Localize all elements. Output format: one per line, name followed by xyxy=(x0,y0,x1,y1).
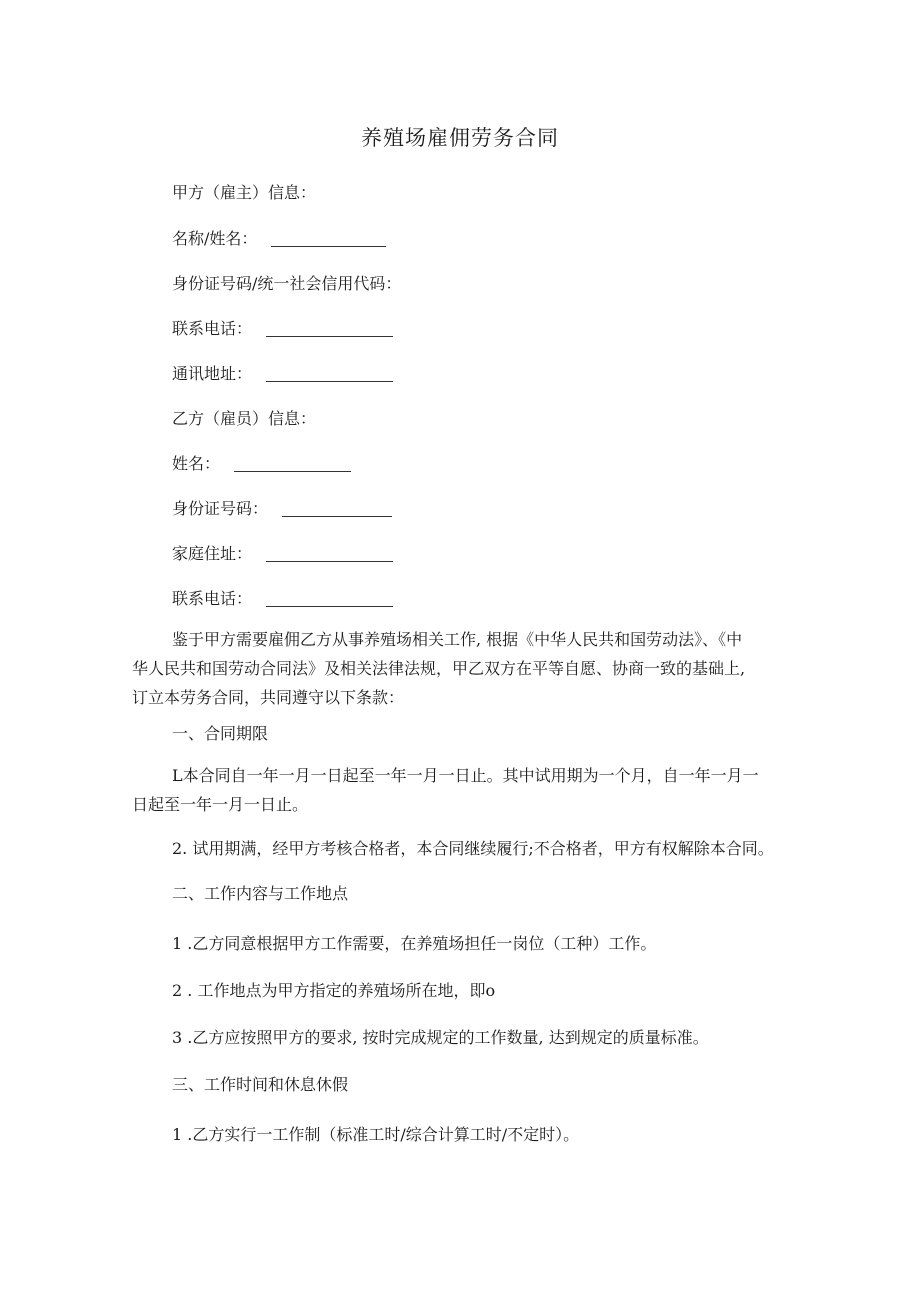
party-b-address-line xyxy=(172,541,393,564)
section-2-item-2: 2 . 工作地点为甲方指定的养殖场所在地，即o xyxy=(172,981,496,1000)
party-b-heading: 乙方（雇员）信息： xyxy=(172,409,317,428)
party-b-phone-blank xyxy=(266,590,393,607)
party-b-address-label: 家庭住址： xyxy=(172,544,253,563)
party-a-address-line xyxy=(172,361,393,384)
party-b-name-blank xyxy=(234,455,351,472)
preamble-line-3: 订立本劳务合同，共同遵守以下条款： xyxy=(132,688,405,707)
party-a-phone-blank xyxy=(266,320,393,337)
party-b-id-label: 身份证号码： xyxy=(172,499,269,518)
section-2-item-1: 1 .乙方同意根据甲方工作需要，在养殖场担任一岗位（工种）工作。 xyxy=(172,934,657,953)
preamble-line-2: 华人民共和国劳动合同法》及相关法律法规，甲乙双方在平等自愿、协商一致的基础上, xyxy=(132,659,746,678)
preamble-paragraph xyxy=(132,625,792,712)
section-1-item-1-line-1: L本合同自一年一月一日起至一年一月一日止。其中试用期为一个月，自一年一月一 xyxy=(172,766,759,785)
section-3-item-1: 1 .乙方实行一工作制（标准工时/综合计算工时/不定时）。 xyxy=(172,1125,580,1144)
party-b-id-line xyxy=(172,496,392,519)
party-a-address-label: 通讯地址： xyxy=(172,364,253,383)
party-b-phone-line xyxy=(172,586,393,609)
page-title: 养殖场雇佣劳务合同 xyxy=(361,126,559,150)
section-3-heading: 三、工作时间和休息休假 xyxy=(172,1075,349,1094)
party-a-phone-label: 联系电话： xyxy=(172,319,253,338)
preamble-line-1: 鉴于甲方需要雇佣乙方从事养殖场相关工作, 根据《中华人民共和国劳动法》、《中 xyxy=(172,630,743,649)
party-b-name-label: 姓名： xyxy=(172,454,221,473)
party-b-id-blank xyxy=(282,500,392,517)
party-b-address-blank xyxy=(266,545,393,562)
section-1-item-1-line-2: 日起至一年一月一日止。 xyxy=(132,795,309,814)
party-a-name-line xyxy=(172,226,386,249)
section-1-item-1 xyxy=(132,761,792,819)
section-2-item-3: 3 .乙方应按照甲方的要求, 按时完成规定的工作数量, 达到规定的质量标准。 xyxy=(172,1028,709,1047)
party-a-address-blank xyxy=(266,365,393,382)
party-a-name-blank xyxy=(271,230,386,247)
party-a-heading: 甲方（雇主）信息： xyxy=(172,183,317,202)
party-b-name-line xyxy=(172,451,351,474)
party-b-phone-label: 联系电话： xyxy=(172,589,253,608)
party-a-name-label: 名称/姓名： xyxy=(172,229,258,248)
section-1-item-2: 2. 试用期满，经甲方考核合格者，本合同继续履行;不合格者，甲方有权解除本合同。 xyxy=(172,839,774,858)
section-2-heading: 二、工作内容与工作地点 xyxy=(172,884,349,903)
party-a-phone-line xyxy=(172,316,393,339)
section-1-heading: 一、合同期限 xyxy=(172,724,269,743)
party-a-id-label: 身份证号码/统一社会信用代码： xyxy=(172,274,402,293)
